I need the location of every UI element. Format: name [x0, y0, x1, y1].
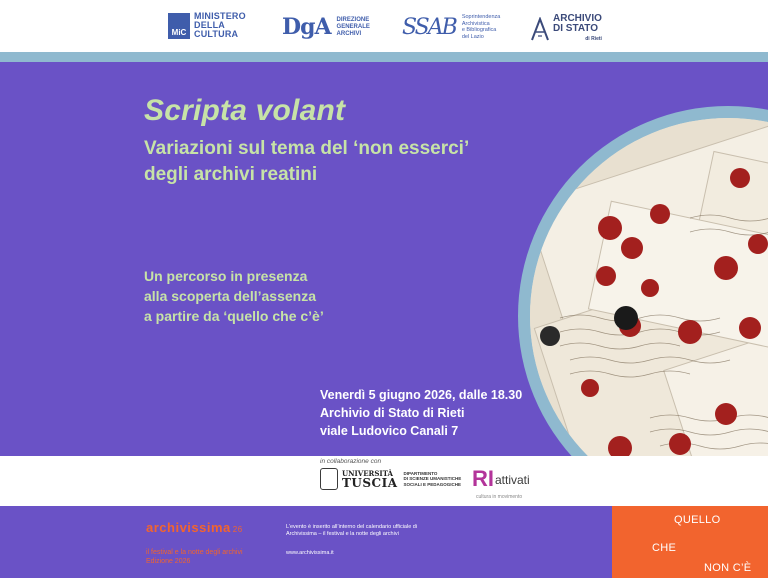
archivio-a-icon: [530, 17, 550, 41]
footer-note: L’evento è inserito all’interno del calendario ufficiale di Archivissima – il festival e la notte degli archivi: [286, 524, 418, 537]
top-divider-stripe: [0, 52, 768, 62]
dga-logo-text: DIREZIONE GENERALE ARCHIVI: [336, 16, 370, 37]
archivissima-link[interactable]: www.archivissima.it: [286, 550, 334, 556]
ssab-mark: SSAB: [402, 14, 456, 40]
dga-logo: [282, 14, 370, 40]
poster-description: Un percorso in presenza alla scoperta dell’assenza a partire da ‘quello che c’è’: [144, 268, 324, 324]
collaboration-label: in collaborazione con: [320, 458, 382, 465]
event-date: Venerdì 5 giugno 2026, dalle 18.30: [320, 388, 523, 402]
riattivati-logo: [472, 468, 530, 490]
event-address: viale Ludovico Canali 7: [320, 424, 459, 438]
tuscia-seal-icon: [320, 468, 338, 490]
riattivati-text: attivati: [495, 473, 530, 487]
collaboration-band: [0, 456, 768, 506]
tuscia-department: DIPARTIMENTO DI SCIENZE UMANISTICHE SOCIALI E PEDAGOGICHE: [403, 470, 462, 487]
poster-title: Scripta volant: [144, 94, 346, 127]
partner-logos-band: [0, 0, 768, 52]
event-venue: Archivio di Stato di Rieti: [320, 406, 465, 420]
dga-mark: DgA: [282, 14, 331, 40]
riattivati-tagline: cultura in movimento: [476, 494, 523, 500]
archivio-logo-text: ARCHIVIO DI STATO di Rieti: [553, 13, 602, 42]
quello-che-non-ce-badge: QUELLO CHE NON C’È: [612, 506, 768, 578]
poster-subtitle: Variazioni sul tema del ‘non esserci’ degli archivi reatini: [144, 138, 470, 185]
mic-logo: [168, 12, 246, 39]
event-details: [320, 386, 522, 440]
tuscia-name: TUSCIA: [342, 475, 398, 490]
mic-badge: MiC: [168, 13, 190, 39]
riattivati-mark: RI: [472, 466, 494, 491]
archivissima-tagline: il festival e la notte degli archivi Edizione 2026: [146, 549, 243, 565]
ssab-logo-text: Soprintendenza Archivistica e Bibliografica del Lazio: [461, 14, 501, 40]
archivio-stato-logo: [530, 14, 602, 44]
tuscia-university-logo: UNIVERSITÀ TUSCIA DIPARTIMENTO DI SCIENZE UMANISTICHE SOCIALI E PEDAGOGICHE: [320, 468, 461, 490]
mic-logo-text: MINISTERO DELLA CULTURA: [194, 11, 246, 39]
footer-band: [0, 506, 768, 578]
archivissima-logo: archivissima 26: [146, 520, 243, 535]
ssab-logo: [402, 14, 500, 40]
